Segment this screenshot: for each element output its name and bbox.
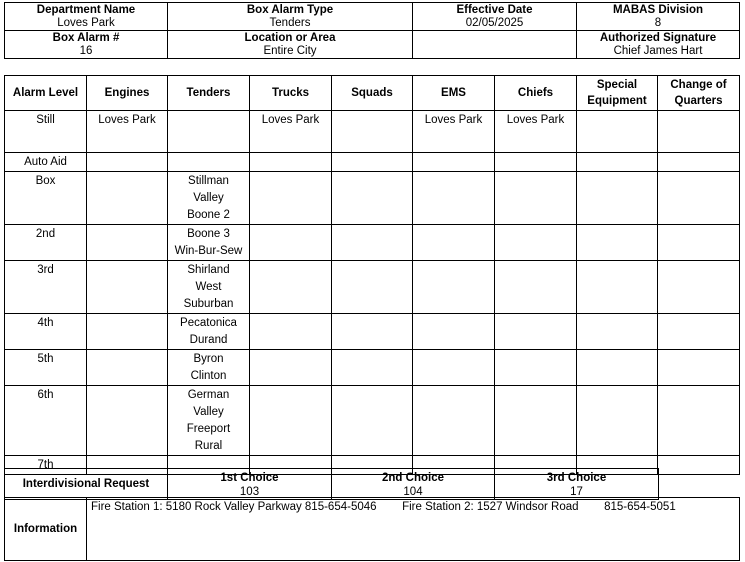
choice3-label: 3rd Choice	[546, 472, 607, 484]
box-alarm-label: Box Alarm #	[52, 32, 120, 44]
alarm-level-cell: 6th	[5, 386, 87, 456]
tenders-cell	[168, 172, 250, 225]
table-row	[5, 153, 740, 172]
signature-cell	[577, 31, 740, 59]
squads-cell	[332, 172, 413, 225]
choice2-cell	[332, 469, 495, 500]
alarm-level-cell: Box	[5, 172, 87, 225]
tenders-cell	[168, 350, 250, 386]
squads-cell	[332, 225, 413, 261]
chiefs-cell	[495, 261, 577, 314]
box-alarm-cell	[5, 31, 168, 59]
change-of-quarters-cell	[658, 172, 740, 225]
table-row	[5, 314, 740, 350]
trucks-cell	[250, 350, 332, 386]
box-alarm-value: 16	[79, 45, 93, 57]
ems-cell	[413, 225, 495, 261]
location-value: Entire City	[263, 45, 317, 57]
information-table	[4, 497, 740, 561]
ems-cell	[413, 314, 495, 350]
effective-date-label: Effective Date	[456, 4, 533, 16]
tender-unit: Durand	[189, 334, 228, 346]
ems-cell	[413, 350, 495, 386]
squads-cell	[332, 386, 413, 456]
tender-unit: West	[195, 281, 222, 293]
engines-cell	[87, 386, 168, 456]
division-value: 8	[654, 17, 662, 29]
col-header: Tenders	[168, 76, 250, 111]
change-of-quarters-cell	[658, 261, 740, 314]
alarm-level-cell: Still	[5, 111, 87, 153]
information-text	[87, 498, 740, 561]
table-row	[5, 172, 740, 225]
engines-cell: Loves Park	[87, 111, 168, 153]
interdivisional-table	[4, 468, 659, 500]
chiefs-cell	[495, 314, 577, 350]
alarm-type-cell	[168, 3, 413, 31]
chiefs-cell: Loves Park	[495, 111, 577, 153]
alarm-level-cell: 5th	[5, 350, 87, 386]
chiefs-cell	[495, 350, 577, 386]
alarm-level-cell: 2nd	[5, 225, 87, 261]
engines-cell	[87, 350, 168, 386]
special-equipment-cell	[577, 386, 658, 456]
special-equipment-cell	[577, 111, 658, 153]
chiefs-cell	[495, 153, 577, 172]
table-row	[5, 350, 740, 386]
special-equipment-cell	[577, 314, 658, 350]
engines-cell	[87, 172, 168, 225]
tenders-cell	[168, 153, 250, 172]
signature-label: Authorized Signature	[599, 32, 717, 44]
col-header: Engines	[87, 76, 168, 111]
tender-unit: Byron	[193, 353, 224, 365]
tenders-cell	[168, 225, 250, 261]
chiefs-cell	[495, 225, 577, 261]
choice1-label: 1st Choice	[220, 472, 279, 484]
col-header: Special Equipment	[577, 76, 658, 111]
table-row	[5, 386, 740, 456]
location-cell	[168, 31, 413, 59]
trucks-cell	[250, 225, 332, 261]
tender-unit: Shirland	[187, 264, 230, 276]
station1-text: Fire Station 1: 5180 Rock Valley Parkway 815-654-5046	[91, 501, 377, 513]
table-row	[5, 261, 740, 314]
col-header: Change of Quarters	[658, 76, 740, 111]
tenders-cell	[168, 261, 250, 314]
location-label: Location or Area	[244, 32, 336, 44]
tender-unit: Clinton	[190, 370, 227, 382]
header-table	[4, 2, 740, 59]
tender-unit: Suburban	[183, 298, 234, 310]
alarm-level-cell: 3rd	[5, 261, 87, 314]
tenders-cell	[168, 386, 250, 456]
special-equipment-cell	[577, 350, 658, 386]
grid-header-row	[5, 76, 740, 111]
tender-unit: Boone 2	[187, 209, 230, 221]
tenders-cell	[168, 314, 250, 350]
alarm-grid	[4, 75, 740, 475]
choice1-cell	[168, 469, 332, 500]
tender-unit: Freeport	[186, 423, 231, 435]
table-row	[5, 111, 740, 153]
engines-cell	[87, 261, 168, 314]
blank-cell	[413, 31, 577, 59]
alarm-level-cell: 7th	[5, 456, 87, 475]
ems-cell: Loves Park	[413, 111, 495, 153]
change-of-quarters-cell	[658, 225, 740, 261]
choice3-value: 17	[570, 486, 583, 498]
squads-cell	[332, 314, 413, 350]
col-header: Chiefs	[495, 76, 577, 111]
division-cell	[577, 3, 740, 31]
change-of-quarters-cell	[658, 456, 740, 475]
ems-cell	[413, 386, 495, 456]
trucks-cell	[250, 386, 332, 456]
tenders-cell	[168, 111, 250, 153]
special-equipment-cell	[577, 172, 658, 225]
squads-cell	[332, 261, 413, 314]
tender-unit: Rural	[194, 440, 223, 452]
station2-text: Fire Station 2: 1527 Windsor Road	[402, 501, 579, 513]
trucks-cell	[250, 314, 332, 350]
tender-unit: Valley	[193, 406, 224, 418]
col-header: Squads	[332, 76, 413, 111]
department-label: Department Name	[36, 4, 136, 16]
chiefs-cell	[495, 172, 577, 225]
choice2-value: 104	[403, 486, 423, 498]
alarm-level-cell: Auto Aid	[5, 153, 87, 172]
trucks-cell	[250, 153, 332, 172]
special-equipment-cell	[577, 261, 658, 314]
col-header: Trucks	[250, 76, 332, 111]
col-header: EMS	[413, 76, 495, 111]
trucks-cell	[250, 172, 332, 225]
division-label: MABAS Division	[612, 4, 704, 16]
information-label: Information	[5, 498, 87, 561]
choice2-label: 2nd Choice	[382, 472, 444, 484]
station2-phone: 815-654-5051	[604, 501, 676, 513]
special-equipment-cell	[577, 225, 658, 261]
tender-unit: Win-Bur-Sew	[174, 245, 243, 257]
signature-value: Chief James Hart	[613, 45, 703, 57]
ems-cell	[413, 153, 495, 172]
table-row	[5, 225, 740, 261]
tender-unit: Boone 3	[187, 228, 230, 240]
effective-date-cell	[413, 3, 577, 31]
alarm-type-value: Tenders	[269, 17, 311, 29]
trucks-cell: Loves Park	[250, 111, 332, 153]
squads-cell	[332, 111, 413, 153]
choice1-value: 103	[239, 486, 260, 498]
special-equipment-cell	[577, 153, 658, 172]
engines-cell	[87, 153, 168, 172]
change-of-quarters-cell	[658, 111, 740, 153]
department-cell	[5, 3, 168, 31]
department-value: Loves Park	[57, 17, 115, 29]
change-of-quarters-cell	[658, 314, 740, 350]
tender-unit: German	[187, 389, 230, 401]
tender-unit: Stillman	[188, 175, 229, 187]
squads-cell	[332, 153, 413, 172]
col-header: Alarm Level	[5, 76, 87, 111]
trucks-cell	[250, 261, 332, 314]
tender-unit: Pecatonica	[180, 317, 237, 329]
chiefs-cell	[495, 386, 577, 456]
ems-cell	[413, 172, 495, 225]
effective-date-value: 02/05/2025	[465, 17, 524, 29]
interdivisional-label: Interdivisional Request	[22, 478, 150, 490]
engines-cell	[87, 225, 168, 261]
change-of-quarters-cell	[658, 350, 740, 386]
engines-cell	[87, 314, 168, 350]
ems-cell	[413, 261, 495, 314]
squads-cell	[332, 350, 413, 386]
change-of-quarters-cell	[658, 153, 740, 172]
change-of-quarters-cell	[658, 386, 740, 456]
alarm-level-cell: 4th	[5, 314, 87, 350]
choice3-cell	[495, 469, 659, 500]
tender-unit: Valley	[193, 192, 224, 204]
interdivisional-label-cell	[5, 469, 168, 500]
alarm-type-label: Box Alarm Type	[246, 4, 334, 16]
